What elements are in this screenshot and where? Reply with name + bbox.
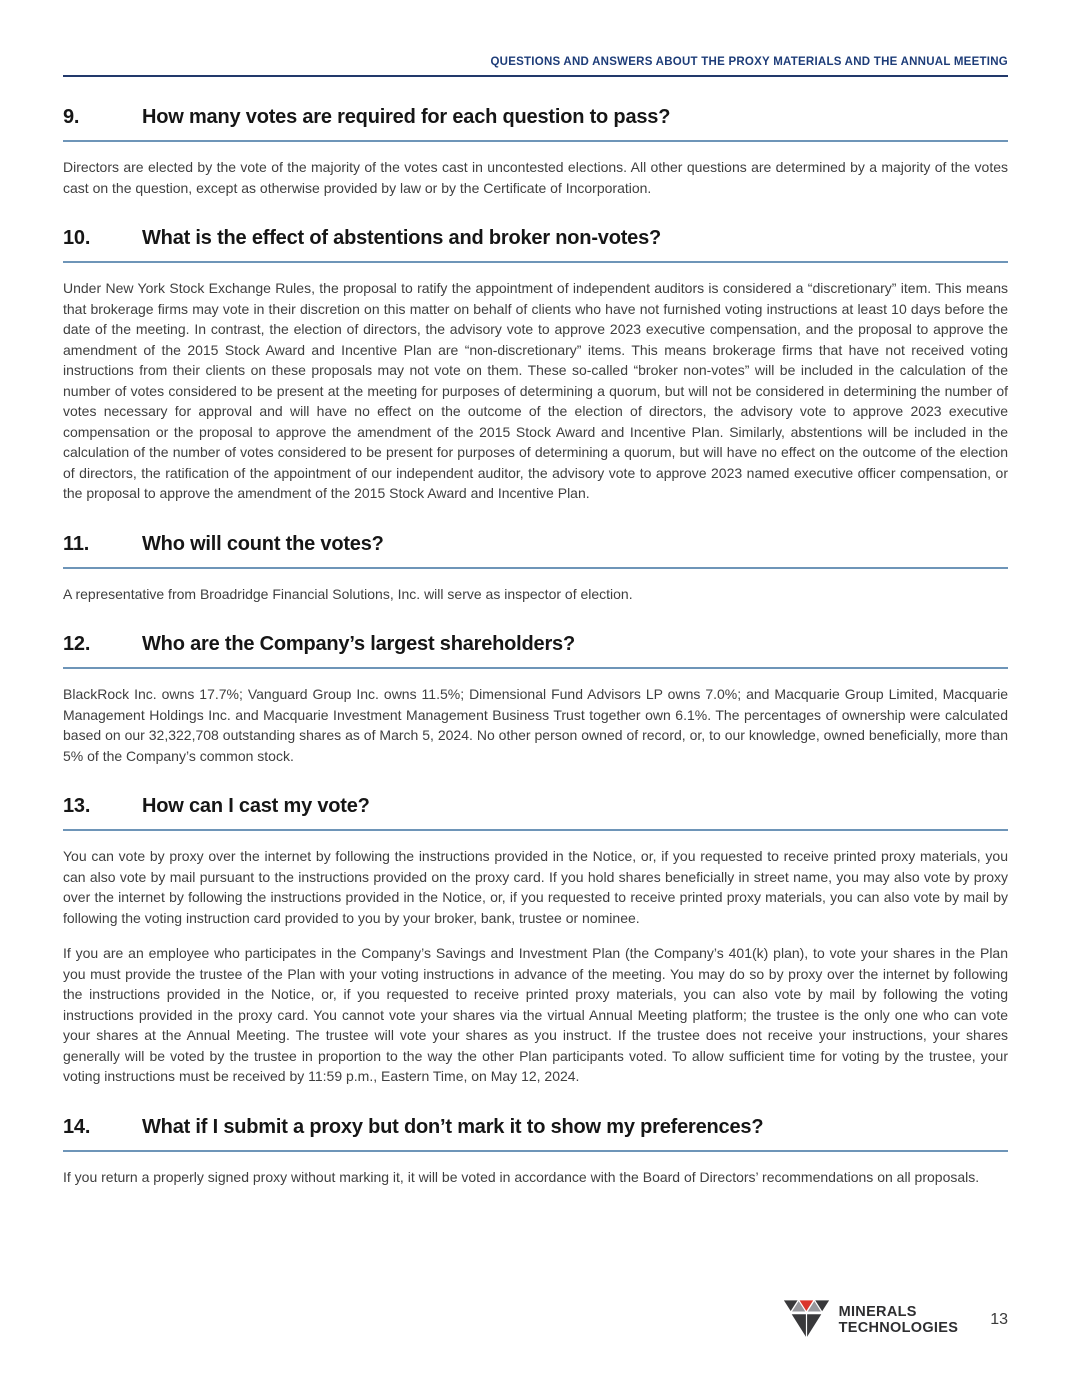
section-q13 — [63, 795, 1008, 1087]
section-q12 — [63, 633, 1008, 766]
question-title: How can I cast my vote? — [142, 795, 370, 817]
section-q11 — [63, 533, 1008, 605]
minerals-technologies-logo-icon — [783, 1299, 830, 1340]
section-q14 — [63, 1116, 1008, 1188]
answer-paragraph: BlackRock Inc. owns 17.7%; Vanguard Group Inc. owns 11.5%; Dimensional Fund Advisors LP owns 7.0%; and Macquarie Group Limited, Macquarie Management Holdings Inc. and Macquarie Investment Management Business Trust together own 6.1%. The percentages of ownership were calculated based on our 32,322,708 outstanding shares as of March 5, 2024. No other person owned of record, or, to our knowledge, owned beneficially, more than 5% of the Company’s common stock. — [63, 686, 1008, 764]
question-title: What is the effect of abstentions and broker non-votes? — [142, 227, 662, 249]
question-title: Who will count the votes? — [142, 532, 384, 555]
question-number: 9. — [63, 106, 80, 128]
question-number: 11. — [63, 532, 90, 555]
section-q10 — [63, 227, 1008, 504]
logo-wordmark-line2: TECHNOLOGIES — [838, 1319, 959, 1336]
section-q9 — [63, 106, 1008, 198]
running-header — [63, 56, 1008, 77]
question-heading — [63, 106, 1008, 142]
page-number: 13 — [990, 1310, 1008, 1328]
answer-paragraph: Under New York Stock Exchange Rules, the proposal to ratify the appointment of independent auditors is considered a “discretionary” item. This means that brokerage firms may vote in their discretion on this matter on behalf of clients who have not furnished voting instructions at least 10 days before the date of the meeting. In contrast, the election of directors, the advisory vote to approve 2023 executive compensation, and the proposal to approve the amendment of the 2015 Stock Award and Incentive Plan are “non-discretionary” items. This means brokerage firms that have not received voting instructions from their clients on these proposals may not vote on them. These so-called “broker non-votes” will be included in the calculation of the number of votes considered to be present at the meeting for purposes of determining a quorum, but will not be considered in determining the number of votes necessary for approval and will have no effect on the outcome of the election of directors, the advisory vote to approve 2023 executive compensation or the proposal to approve the amendment of the 2015 Stock Award and Incentive Plan. Similarly, abstentions will be included in the calculation of the number of votes considered to be present for purposes of determining a quorum, but will have no effect on the outcome of the election of directors, the ratification of the appointment of our independent auditor, the advisory vote to approve 2023 named executive officer compensation, or the proposal to approve the amendment of the 2015 Stock Award and Incentive Plan. — [63, 280, 1008, 501]
question-heading — [63, 227, 1008, 263]
logo-wordmark-line1: MINERALS — [838, 1303, 917, 1320]
page-footer — [783, 1299, 1008, 1340]
question-heading — [63, 1116, 1008, 1152]
question-heading — [63, 633, 1008, 669]
question-number: 13. — [63, 795, 91, 817]
question-title: How many votes are required for each question to pass? — [142, 106, 671, 128]
answer-paragraph: A representative from Broadridge Financial Solutions, Inc. will serve as inspector of election. — [63, 585, 633, 602]
answer-paragraph: If you are an employee who participates in the Company’s Savings and Investment Plan (the Company’s 401(k) plan), to vote your shares in the Plan you must provide the trustee of the Plan with your voting instructions in advance of the meeting. You may do so by proxy over the internet by following the instructions provided in the Notice, or, if you requested to receive printed proxy materials, you can also vote by mail by following the voting instructions provided in the proxy card. You cannot vote your shares via the virtual Annual Meeting platform; the trustee is the only one who can vote your shares at the Annual Meeting. The trustee will vote your shares as you instruct. If the trustee does not receive your instructions, your shares generally will be voted by the trustee in proportion to the way the other Plan participants voted. To allow sufficient time for voting by the trustee, your voting instructions must be received by 11:59 p.m., Eastern Time, on May 12, 2024. — [63, 945, 1008, 1084]
question-number: 10. — [63, 227, 91, 249]
question-number: 14. — [63, 1115, 91, 1138]
question-heading — [63, 795, 1008, 831]
answer-paragraph: Directors are elected by the vote of the majority of the votes cast in uncontested elections. All other questions are determined by a majority of the votes cast on the question, except as otherwise provided by law or by the Certificate of Incorporation. — [63, 159, 1008, 196]
answer-paragraph: You can vote by proxy over the internet by following the instructions provided in the Notice, or, if you requested to receive printed proxy materials, you can also vote by mail pursuant to the instructions provided on the proxy card. If you hold shares beneficially in street name, you may also vote by proxy over the internet by following the instructions provided in the Notice, or, if you requested to receive printed proxy materials, you can also vote by mail by following the voting instruction card provided to you by your broker, bank, trustee or nominee. — [63, 848, 1008, 926]
question-number: 12. — [63, 633, 91, 655]
answer-paragraph: If you return a properly signed proxy without marking it, it will be voted in accordance with the Board of Directors’ recommendations on all proposals. — [63, 1168, 980, 1185]
running-header-title: QUESTIONS AND ANSWERS ABOUT THE PROXY MATERIALS AND THE ANNUAL MEETING — [490, 56, 1008, 68]
question-title: What if I submit a proxy but don’t mark it to show my preferences? — [142, 1115, 764, 1138]
question-heading — [63, 533, 1008, 569]
logo-wordmark — [839, 1304, 959, 1336]
question-title: Who are the Company’s largest shareholders? — [142, 633, 575, 655]
